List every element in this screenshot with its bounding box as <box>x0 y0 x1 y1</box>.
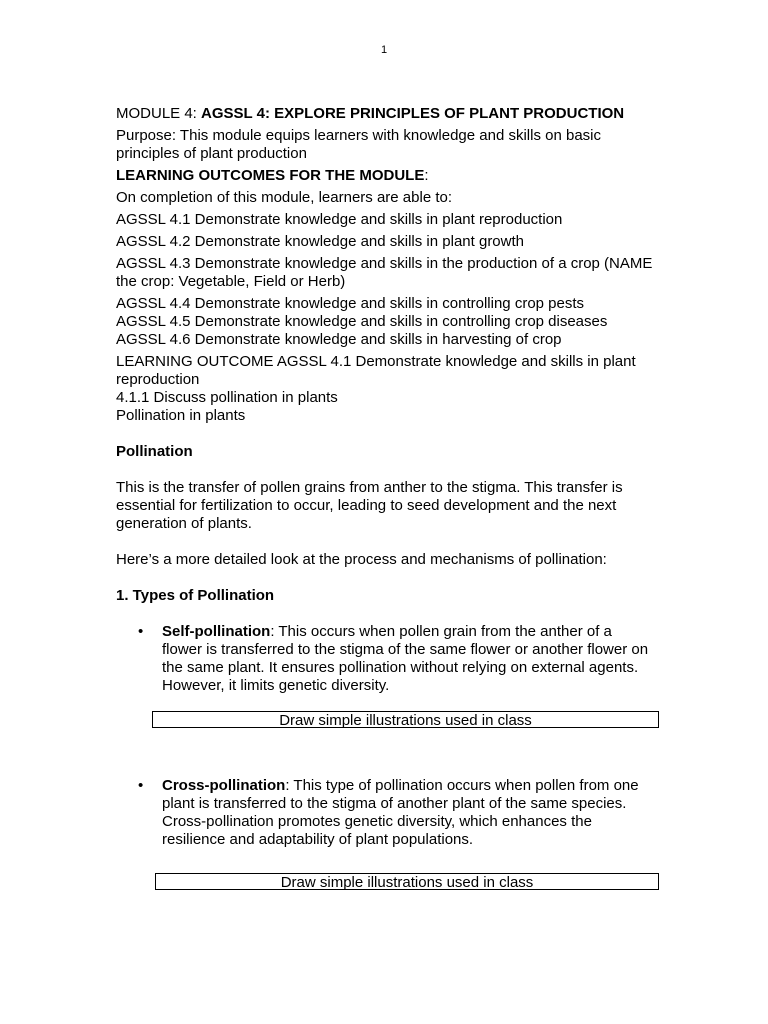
completion-intro: On completion of this module, learners are able to: <box>116 189 453 206</box>
outcome-item: AGSSL 4.6 Demonstrate knowledge and skills in harvesting of crop <box>116 331 562 348</box>
bullet-icon: • <box>138 777 144 794</box>
learning-outcome-41: LEARNING OUTCOME AGSSL 4.1 Demonstrate knowledge and skills in plant reproduction <box>116 353 636 388</box>
document-body <box>116 105 656 890</box>
self-pollination-description: : This occurs when pollen grain from the anther of a flower is transferred to the stigma of the same flower or another flower on the same plant. It ensures pollination without relying on external agents. However, it limits genetic diversity. <box>162 623 649 694</box>
pollination-definition: This is the transfer of pollen grains from anther to the stigma. This transfer is essential for fertilization to occur, leading to seed development and the next generation of plants. <box>116 479 623 532</box>
subtopic: 4.1.1 Discuss pollination in plants <box>116 389 338 406</box>
learning-outcomes-heading-line <box>116 167 656 185</box>
outcome-item: AGSSL 4.4 Demonstrate knowledge and skills in controlling crop pests <box>116 295 585 312</box>
module-title-line <box>116 105 656 123</box>
outcome-item: AGSSL 4.5 Demonstrate knowledge and skills in controlling crop diseases <box>116 313 608 330</box>
module-prefix: MODULE 4: <box>116 105 202 122</box>
bullet-icon: • <box>138 623 144 640</box>
learning-outcomes-heading: LEARNING OUTCOMES FOR THE MODULE <box>116 167 425 184</box>
detailed-intro: Here’s a more detailed look at the process and mechanisms of pollination: <box>116 551 607 568</box>
illustration-placeholder-box: Draw simple illustrations used in class <box>152 711 659 728</box>
subtopic-title: Pollination in plants <box>116 407 246 424</box>
learning-outcomes-colon: : <box>424 167 429 184</box>
outcome-item: AGSSL 4.3 Demonstrate knowledge and skills in the production of a crop (NAME the crop: Vegetable, Field or Herb) <box>116 255 653 290</box>
self-pollination-term: Self-pollination <box>162 623 271 640</box>
types-heading: 1. Types of Pollination <box>116 587 275 604</box>
cross-pollination-description: : This type of pollination occurs when pollen from one plant is transferred to the stigma of another plant of the same species. Cross-pollination promotes genetic diversity, which enhances the resilience and adaptability of plant populations. <box>162 777 639 848</box>
page-number: 1 <box>380 44 388 56</box>
bullet-self-pollination <box>138 623 656 695</box>
module-title: AGSSL 4: EXPLORE PRINCIPLES OF PLANT PRODUCTION <box>201 105 625 122</box>
outcome-item: AGSSL 4.2 Demonstrate knowledge and skills in plant growth <box>116 233 524 250</box>
outcome-item: AGSSL 4.1 Demonstrate knowledge and skills in plant reproduction <box>116 211 563 228</box>
bullet-cross-pollination <box>138 777 656 849</box>
illustration-placeholder-box: Draw simple illustrations used in class <box>155 873 659 890</box>
pollination-heading: Pollination <box>116 443 193 460</box>
purpose-text: Purpose: This module equips learners with knowledge and skills on basic principles of plant production <box>116 127 601 162</box>
cross-pollination-term: Cross-pollination <box>162 777 286 794</box>
